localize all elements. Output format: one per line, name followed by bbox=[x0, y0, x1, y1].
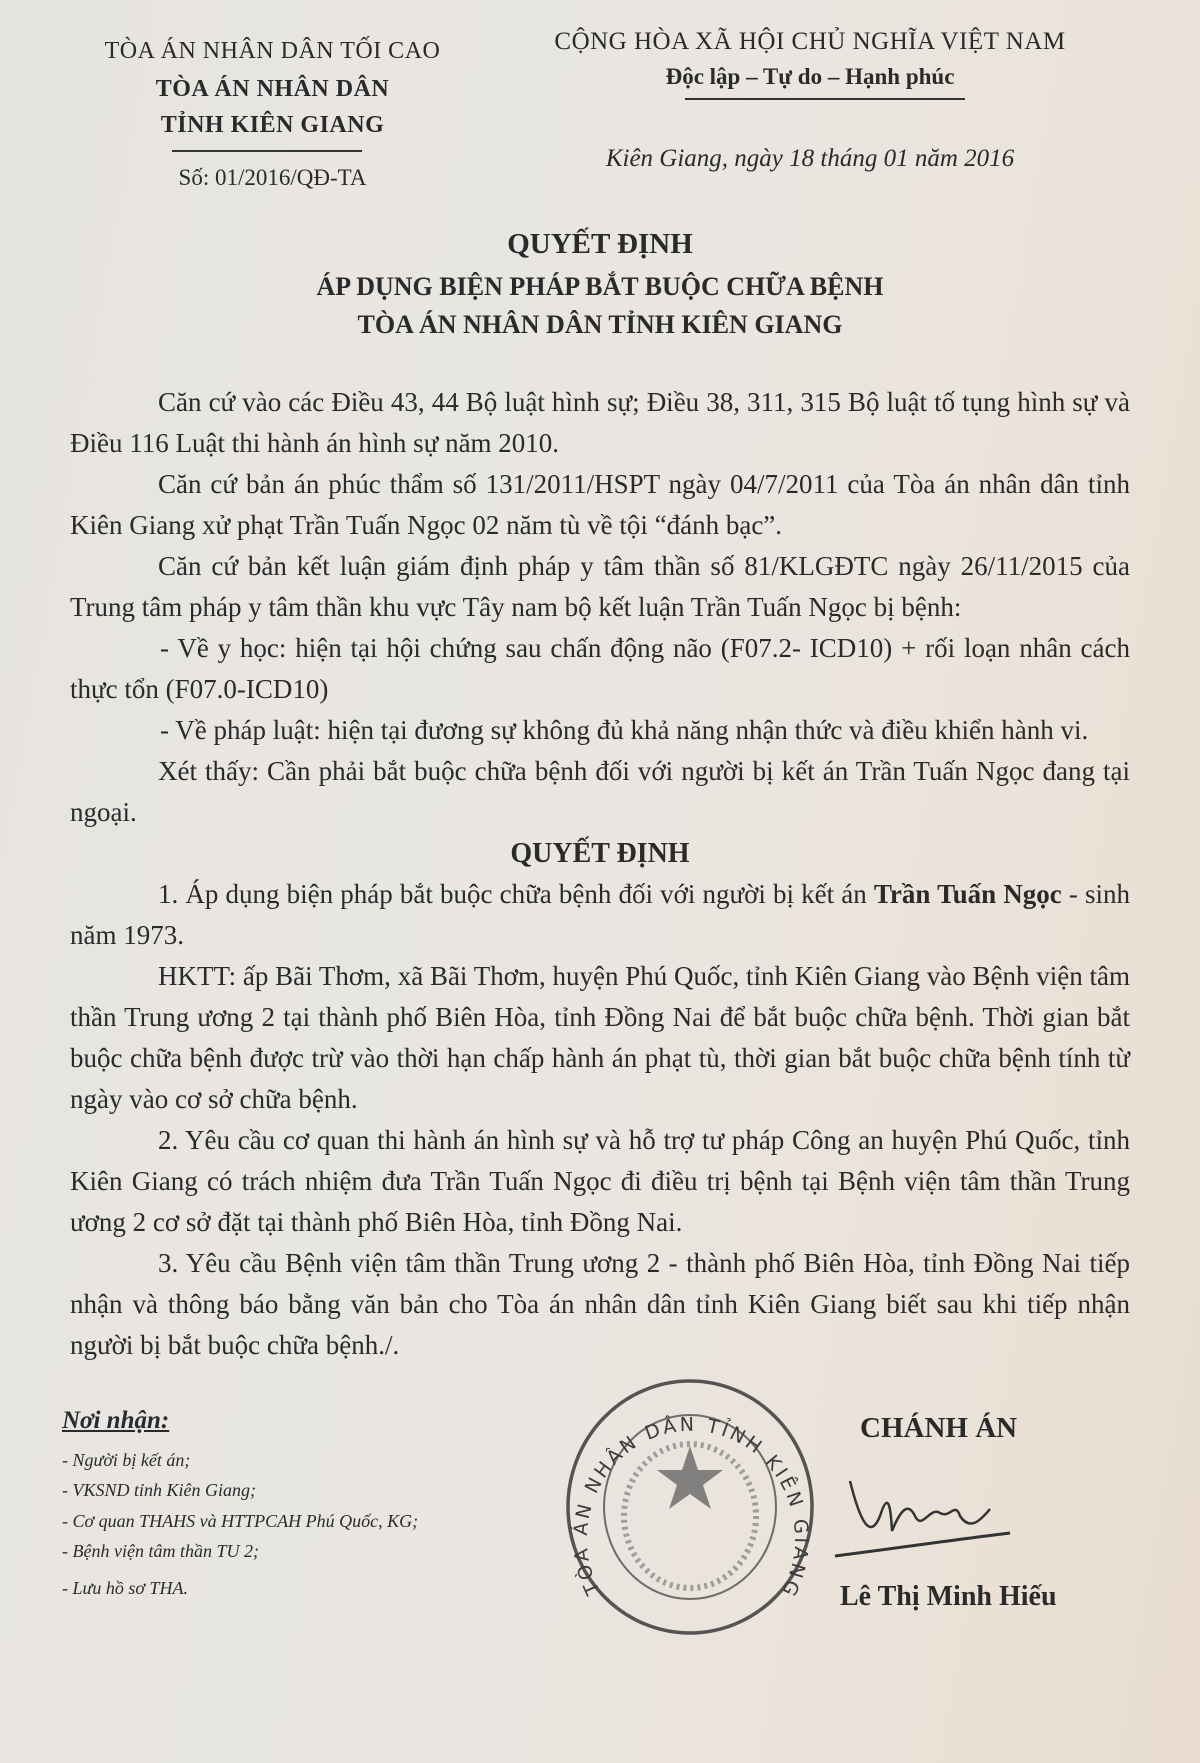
recipients-heading: Nơi nhận: bbox=[62, 1407, 170, 1434]
document-footer bbox=[62, 1406, 1130, 1656]
divider bbox=[685, 98, 965, 100]
recipient-item: - VKSND tỉnh Kiên Giang; bbox=[62, 1480, 256, 1500]
decision-item-2: 2. Yêu cầu cơ quan thi hành án hình sự và hỗ trợ tư pháp Công an huyện Phú Quốc, tỉnh Kiên Giang có trách nhiệm đưa Trần Tuấn Ngọc đi điều trị bệnh tại Bệnh viện tâm thần Trung ương 2 cơ sở đặt tại thành phố Biên Hòa, tỉnh Đồng Nai. bbox=[70, 1125, 1130, 1237]
decision-item-1 bbox=[70, 874, 1130, 956]
recipient-item: - Bệnh viện tâm thần TU 2; bbox=[62, 1541, 259, 1561]
decision-heading: QUYẾT ĐỊNH bbox=[510, 838, 690, 869]
recipient-item: - Người bị kết án; bbox=[62, 1449, 191, 1470]
court-supreme-name: TÒA ÁN NHÂN DÂN TỐI CAO bbox=[104, 38, 441, 64]
decision-1-text: 1. Áp dụng biện pháp bắt buộc chữa bệnh đối với người bị kết án bbox=[158, 879, 874, 909]
paragraph-forensic-conclusion: Căn cứ bản kết luận giám định pháp y tâm thần số 81/KLGĐTC ngày 26/11/2015 của Trung tâm pháp y tâm thần khu vực Tây nam bộ kết luận Trần Tuấn Ngọc bị bệnh: bbox=[70, 551, 1130, 622]
document-issuer: TÒA ÁN NHÂN DÂN TỈNH KIÊN GIANG bbox=[357, 310, 843, 339]
recipients bbox=[62, 1406, 418, 1603]
decision-1-suffix: - sinh năm 1973. bbox=[70, 879, 1131, 950]
defendant-name: Trần Tuấn Ngọc bbox=[873, 879, 1062, 909]
paragraph-legal-basis: Căn cứ vào các Điều 43, 44 Bộ luật hình sự; Điều 38, 311, 315 Bộ luật tố tụng hình sự và Điều 116 Luật thi hành án hình sự năm 2010. bbox=[70, 387, 1130, 458]
paragraph-legal: - Về pháp luật: hiện tại đương sự không đủ khả năng nhận thức và điều khiển hành vi. bbox=[160, 715, 1089, 745]
recipient-item: - Cơ quan THAHS và HTTPCAH Phú Quốc, KG; bbox=[62, 1510, 419, 1531]
court-province: TỈNH KIÊN GIANG bbox=[160, 112, 385, 138]
document-subtitle: ÁP DỤNG BIỆN PHÁP BẮT BUỘC CHỮA BỆNH bbox=[316, 272, 884, 301]
court-name: TÒA ÁN NHÂN DÂN bbox=[155, 76, 390, 102]
paragraph-finding: Xét thấy: Cần phải bắt buộc chữa bệnh đối với người bị kết án Trần Tuấn Ngọc đang tại ngoại. bbox=[70, 756, 1130, 827]
signer-title: CHÁNH ÁN bbox=[860, 1412, 1018, 1444]
document-body bbox=[70, 382, 1130, 1366]
paragraph-medical: - Về y học: hiện tại hội chứng sau chấn động não (F07.2- ICD10) + rối loạn nhân cách thực tổn (F07.0-ICD10) bbox=[70, 633, 1130, 704]
document-number: Số: 01/2016/QĐ-TA bbox=[178, 165, 367, 190]
recipient-item: - Lưu hồ sơ THA. bbox=[62, 1577, 188, 1598]
document-date: Kiên Giang, ngày 18 tháng 01 năm 2016 bbox=[605, 145, 1015, 172]
document-flow bbox=[62, 382, 1131, 1656]
seal-text: TÒA ÁN NHÂN DÂN TỈNH KIÊN GIANG bbox=[569, 1413, 813, 1602]
document-title: QUYẾT ĐỊNH bbox=[507, 228, 693, 260]
motto: Độc lập – Tự do – Hạnh phúc bbox=[665, 64, 955, 89]
divider bbox=[172, 150, 362, 152]
signer-name: Lê Thị Minh Hiếu bbox=[840, 1581, 1057, 1612]
court-seal-stamp bbox=[560, 1376, 820, 1638]
paragraph-appeal-judgment: Căn cứ bản án phúc thẩm số 131/2011/HSPT ngày 04/7/2011 của Tòa án nhân dân tỉnh Kiên Giang xử phạt Trần Tuấn Ngọc 02 năm tù về tội “đánh bạc”. bbox=[70, 469, 1130, 540]
country-name: CỘNG HÒA XÃ HỘI CHỦ NGHĨA VIỆT NAM bbox=[554, 28, 1066, 55]
decision-item-3: 3. Yêu cầu Bệnh viện tâm thần Trung ương 2 - thành phố Biên Hòa, tỉnh Đồng Nai tiếp nhận và thông báo bằng văn bản cho Tòa án nhân dân tỉnh Kiên Giang biết sau khi tiếp nhận người bị bắt buộc chữa bệnh./. bbox=[70, 1248, 1130, 1360]
decision-item-1-residence: HKTT: ấp Bãi Thơm, xã Bãi Thơm, huyện Phú Quốc, tỉnh Kiên Giang vào Bệnh viện tâm thần Trung ương 2 tại thành phố Biên Hòa, tỉnh Đồng Nai để bắt buộc chữa bệnh. Thời gian bắt buộc chữa bệnh được trừ vào thời hạn chấp hành án phạt tù, thời gian bắt buộc chữa bệnh tính từ ngày vào cơ sở chữa bệnh. bbox=[70, 961, 1130, 1114]
handwritten-signature bbox=[830, 1461, 1030, 1571]
